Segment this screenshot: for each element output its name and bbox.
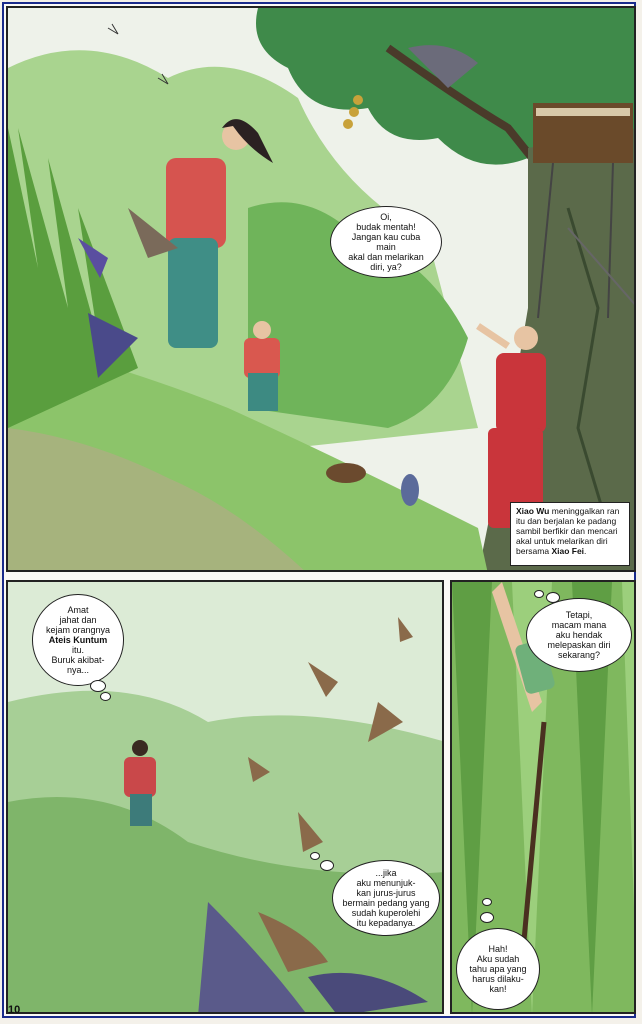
thought-tail — [100, 692, 111, 701]
speech-line: Jangan kau cuba main — [351, 232, 421, 252]
thought-line: nya... — [66, 665, 89, 675]
thought-bubble-xiao-wu-3 — [526, 598, 632, 672]
thought-tail — [482, 898, 492, 906]
thought-tail — [90, 680, 106, 692]
thought-tail — [310, 852, 320, 860]
speech-line: diri, ya? — [370, 262, 402, 272]
speech-bubble-red-man — [330, 206, 442, 278]
thought-line: ...jika — [375, 868, 397, 878]
character-red-man — [496, 353, 546, 433]
speech-line: akal dan melarikan — [348, 252, 424, 262]
thought-line: Buruk akibat- — [51, 655, 105, 665]
panel-top — [6, 6, 636, 572]
page-number: 10 — [8, 1004, 21, 1016]
thought-line: itu kepadanya. — [356, 918, 416, 928]
thought-tail — [534, 590, 544, 598]
thought-line: aku menunjuk- — [356, 878, 416, 888]
weasel — [326, 463, 366, 483]
thought-tail — [480, 912, 494, 923]
thought-line: melepaskan diri — [547, 640, 611, 650]
thought-bubble-xiao-wu-4 — [456, 928, 540, 1010]
thought-line: macam mana — [551, 620, 607, 630]
thought-line: tahu apa yang — [469, 964, 527, 974]
thought-line: kan! — [489, 984, 507, 994]
thought-line: bermain pedang yang — [342, 898, 430, 908]
caption-name: Xiao Wu — [516, 506, 550, 516]
thought-line: Tetapi, — [565, 610, 593, 620]
thought-line: jahat dan — [59, 615, 97, 625]
thought-tail — [320, 860, 334, 871]
thought-line: sekarang? — [557, 650, 601, 660]
thought-bubble-xiao-wu-2 — [332, 860, 440, 936]
thought-line: kan jurus-jurus — [356, 888, 416, 898]
thought-bubble-xiao-wu-1 — [32, 594, 124, 686]
thought-line: kejam orangnya — [45, 625, 111, 635]
thought-line: harus dilaku- — [472, 974, 524, 984]
thought-line: Aku sudah — [476, 954, 520, 964]
speech-line: Oi, — [380, 212, 392, 222]
panel-bottom-right — [450, 580, 636, 1014]
caption-text: meninggalkan ran itu dan berjalan ke padang sambil berfikir dan mencari akal untuk melarikan diri bersama — [516, 506, 620, 556]
thought-line: aku hendak — [555, 630, 603, 640]
thought-tail — [546, 592, 560, 603]
thought-name: Ateis Kuntum — [48, 635, 108, 645]
thought-text: itu. — [71, 645, 84, 655]
character-standing-man — [166, 158, 226, 248]
caption-name: Xiao Fei — [551, 546, 585, 556]
thought-line: sudah kuperolehi — [351, 908, 421, 918]
thought-line: Hah! — [488, 944, 508, 954]
narration-caption — [510, 502, 630, 566]
character-xiao-wu — [244, 338, 280, 378]
thought-line: Amat — [67, 605, 89, 615]
bird-on-ground — [401, 474, 419, 506]
speech-line: budak mentah! — [356, 222, 416, 232]
caption-text: . — [584, 546, 587, 556]
panel-bottom-left — [6, 580, 444, 1014]
character-xiao-wu-walking — [124, 757, 156, 797]
panel-top-illustration — [8, 8, 636, 572]
